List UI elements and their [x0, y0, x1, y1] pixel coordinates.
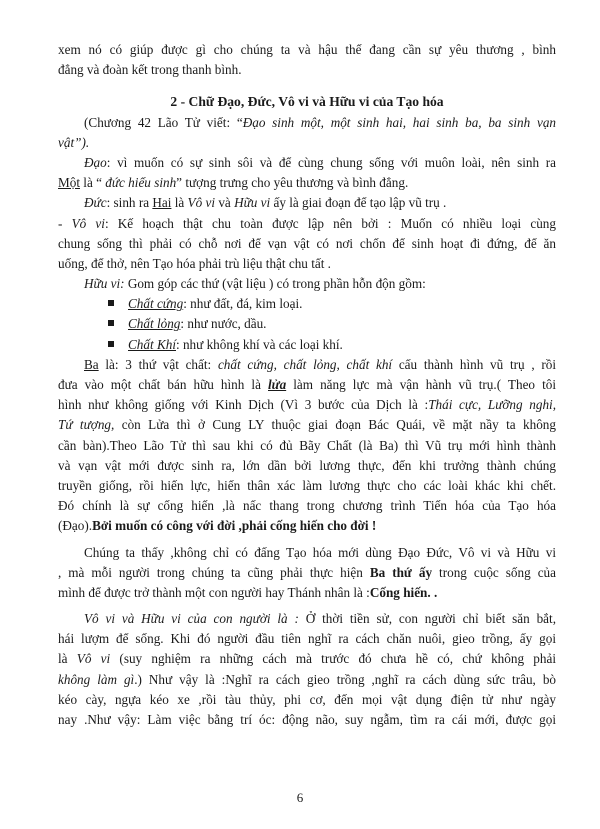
paragraph-con-nguoi	[58, 609, 556, 730]
paragraph-duc	[58, 193, 556, 213]
text-line: cần bàn).Theo Lão Tử thì sau khi có đủ Bãy Chất (là Ba) thì Vũ trụ mới hình thành	[58, 437, 556, 453]
text-line: Một là “ đức hiếu sinh” tượng trưng cho yêu thương và bình đẳng.	[58, 175, 409, 191]
bullet-square-icon	[108, 320, 114, 326]
text-line: Đạo: vì muốn có sự sinh sôi và để cùng chung sống với muôn loài, nên sinh ra	[84, 154, 556, 170]
text-line: uống, để thở, nên Tạo hóa phải trù liệu thật chu tất .	[58, 255, 331, 271]
text-line: (Chương 42 Lão Tử viết: “Đạo sinh một, một sinh hai, hai sinh ba, ba sinh vạn	[84, 114, 556, 130]
text-line: vật”).	[58, 134, 90, 150]
paragraph-ba	[58, 355, 556, 537]
text-line: kéo cày, ngựa kéo xe ,rồi tàu thủy, phi cơ, đến mọi vật dụng điện tử như ngày	[58, 691, 556, 707]
paragraph-vo-vi	[58, 214, 556, 275]
text-line: truyền giống, rồi hiến lực, hiến thân xác làm lương thực cho các loài khác khi chết.	[58, 477, 556, 493]
paragraph-intro	[58, 40, 556, 80]
text-line: - Vô vi: Kế hoạch thật chu toàn được lập nên bởi : Muốn có nhiều loại cùng	[58, 215, 556, 231]
bullet-square-icon	[108, 341, 114, 347]
list-item: Chất lỏng: như nước, dầu.	[58, 314, 556, 334]
text-line: Đó chính là sự cống hiến ,là nấc thang trong chương trình Tiến hóa của Tạo hóa	[58, 498, 556, 514]
paragraph-quote	[58, 113, 556, 153]
text-line: , mà mỗi người trong chúng ta cũng phải thực hiện Ba thứ ấy trong cuộc sống của	[58, 564, 556, 580]
text-line: đẳng và đoàn kết trong thanh bình.	[58, 62, 242, 78]
text-line: Hữu vi: Gom góp các thứ (vật liệu ) có trong phần hỗn độn gồm:	[84, 276, 426, 292]
document-page	[58, 40, 556, 730]
bullet-list	[58, 294, 556, 355]
text-line: Ba là: 3 thứ vật chất: chất cứng, chất lỏng, chất khí cấu thành hình vũ trụ , rồi	[84, 356, 556, 372]
text-line: Tứ tượng, còn Lửa thì ở Cung LY thuộc giai đoạn Bác Quái, về mặt nầy ta không	[58, 417, 556, 433]
text-line: là Vô vi (suy nghiệm ra những cách mà trước đó chưa hề có, chứ không phải	[58, 651, 556, 667]
text-line: Đức: sinh ra Hai là Vô vi và Hữu vi ấy là giai đoạn để tạo lập vũ trụ .	[84, 195, 447, 211]
paragraph-chung-ta	[58, 543, 556, 604]
text-line: và vạn vật mới được sinh ra, lớn dần bởi lương thực, đến khi trưởng thành chúng	[58, 457, 556, 473]
text-line: hình như không giống với Kinh Dịch (Vì 3 bước của Dịch là :Thái cực, Lưỡng nghi,	[58, 397, 556, 413]
bullet-square-icon	[108, 300, 114, 306]
text-line: nay .Như vậy: Làm việc bằng trí óc: động não, suy ngẫm, tìm ra cái mới, được gọi	[58, 712, 556, 727]
paragraph-dao	[58, 153, 556, 193]
text-line: xem nó có giúp được gì cho chúng ta và hậu thế đang cần sự yêu thương , bình	[58, 42, 556, 57]
list-item: Chất cứng: như đất, đá, kim loại.	[58, 294, 556, 314]
text-line: chung sống thì phải có chỗ nơi để vạn vật có nơi chốn để sinh hoạt đi đứng, để ăn	[58, 235, 556, 251]
text-line: không làm gì.) Như vậy là :Nghĩ ra cách gieo trồng ,nghĩ ra cách dùng sức trâu, bò	[58, 671, 556, 687]
text-line: mình để được trở thành một con người hay Thánh nhân là :Cống hiến. .	[58, 584, 438, 600]
text-line: đưa vào một chất bán hữu hình là lửa làm năng lực mà vận hành vũ trụ.( Theo tôi	[58, 377, 556, 392]
page-number: 6	[296, 790, 304, 805]
list-item: Chất Khí: như không khí và các loại khí.	[58, 335, 556, 355]
text-line: (Đạo).Bởi muốn có công với đời ,phải cống hiến cho đời !	[58, 518, 377, 534]
text-line: Vô vi và Hữu vi của con người là : Ở thời tiền sử, con người chỉ biết săn bắt,	[84, 611, 556, 627]
text-line: hái lượm để sống. Khi đó người đầu tiên nghĩ ra cách chăn nuôi, gieo trồng, ấy gọi	[58, 631, 556, 647]
paragraph-huu-vi	[58, 274, 556, 294]
text-line: Chúng ta thấy ,không chỉ có đấng Tạo hóa mới dùng Đạo Đức, Vô vi và Hữu vi	[84, 544, 556, 560]
section-heading: 2 - Chữ Đạo, Đức, Vô vi và Hữu vi của Tạo hóa	[170, 94, 444, 110]
